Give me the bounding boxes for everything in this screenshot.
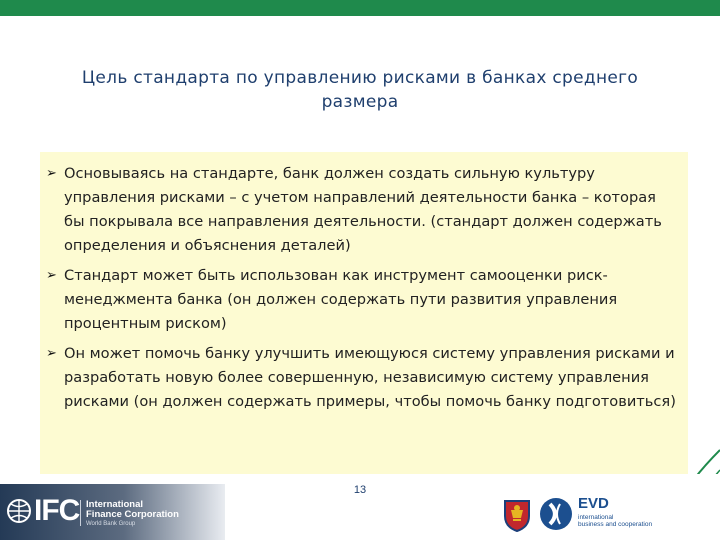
content-box (40, 152, 688, 474)
page-number: 13 (353, 484, 367, 496)
slide-title: Цель стандарта по управлению рисками в банках среднего размера (81, 68, 639, 112)
evd-subtitle (578, 514, 652, 528)
coat-of-arms-icon (502, 498, 532, 532)
evd-logo-icon (538, 496, 574, 532)
evd-title: EVD (578, 495, 609, 512)
globe-icon (6, 498, 32, 524)
logo-divider (80, 500, 81, 526)
bullet-item (46, 162, 680, 258)
ifc-subline: World Bank Group (86, 521, 136, 527)
bullet-item (46, 264, 680, 336)
ifc-name (86, 500, 179, 520)
footer (0, 474, 720, 540)
bullet-item (46, 342, 680, 414)
bullet-text: Он может помочь банку улучшить имеющуюся систему управления рисками и разработать новую более совершенную, независимую систему управления рисками (он должен содержать примеры, чтобы помочь банку подготовиться) (64, 345, 676, 410)
arrow-bullet-icon: ➢ (46, 346, 57, 361)
ifc-name-line1: International (86, 499, 144, 510)
arrow-bullet-icon: ➢ (46, 268, 57, 283)
arrow-bullet-icon: ➢ (46, 166, 57, 181)
bullet-text: Стандарт может быть использован как инструмент самооценки риск-менеджмента банка (он должен содержать пути развития управления процентным риском) (64, 267, 618, 332)
evd-sub-line2: business and cooperation (578, 521, 653, 528)
ifc-logo-text: IFC (34, 494, 80, 527)
ifc-name-line2: Finance Corporation (86, 509, 179, 520)
bullet-text: Основываясь на стандарте, банк должен создать сильную культуру управления рисками – с учетом направлений деятельности банка – которая бы покрывала все направления деятельности. (стандарт должен содержать определения и объяснения деталей) (64, 165, 662, 254)
ifc-logo-panel (0, 484, 225, 540)
top-accent-bar (0, 0, 720, 16)
evd-sub-line1: international (578, 514, 614, 521)
